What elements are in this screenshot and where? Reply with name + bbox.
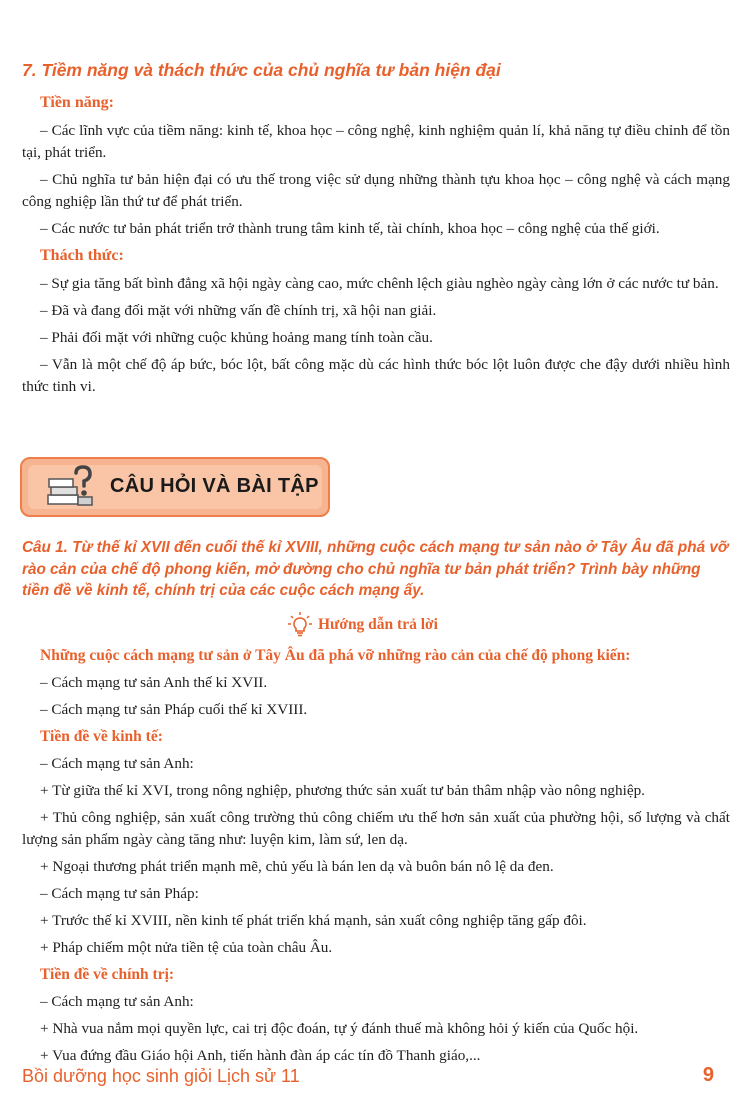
question-1: Câu 1. Từ thế kỉ XVII đến cuối thế kỉ XVIII, những cuộc cách mạng tư sản nào ở Tây Âu đã phá vỡ rào cản của chế độ phong kiến, mở đường cho chủ nghĩa tư bản phát triển? Trình bày những tiền đề về kinh tế, chính trị của các cuộc cách mạng ấy.: [22, 539, 729, 599]
section-title: 7. Tiềm năng và thách thức của chủ nghĩa tư bản hiện đại: [22, 60, 501, 80]
challenge-heading: Thách thức:: [40, 247, 124, 264]
paragraph: + Nhà vua nắm mọi quyền lực, cai trị độc đoán, tự ý đánh thuế mà không hỏi ý kiến của Quốc hội.: [40, 1020, 639, 1037]
answer-block: [22, 645, 730, 1072]
paragraph: – Các nước tư bản phát triển trở thành trung tâm kinh tế, tài chính, khoa học – công nghệ của thế giới.: [40, 220, 660, 237]
paragraph: + Từ giữa thế kỉ XVI, trong nông nghiệp, phương thức sản xuất tư bản thâm nhập vào nông nghiệp.: [40, 782, 645, 799]
answer-guide: [288, 611, 438, 639]
paragraph: + Ngoại thương phát triển mạnh mẽ, chủ yếu là bán len dạ và buôn bán nô lệ da đen.: [40, 858, 554, 875]
paragraph: – Cách mạng tư sản Anh:: [40, 993, 194, 1010]
economic-heading: Tiền đề về kinh tế:: [40, 728, 163, 745]
paragraph: – Các lĩnh vực của tiềm năng: kinh tế, khoa học – công nghệ, kinh nghiệm quản lí, khả năng tự điều chỉnh để tồn tại, phát triển.: [22, 122, 730, 161]
paragraph: – Cách mạng tư sản Anh:: [40, 755, 194, 772]
exercise-banner: [20, 457, 330, 517]
paragraph: – Chủ nghĩa tư bản hiện đại có ưu thế trong việc sử dụng những thành tựu khoa học – công nghệ và cách mạng công nghiệp lần thứ tư để phát triển.: [22, 171, 730, 210]
potential-block: [22, 92, 730, 403]
political-heading: Tiền đề về chính trị:: [40, 966, 175, 983]
paragraph: – Cách mạng tư sản Anh thế kỉ XVII.: [40, 674, 268, 691]
paragraph: – Sự gia tăng bất bình đẳng xã hội ngày càng cao, mức chênh lệch giàu nghèo ngày càng lớn ở các nước tư bản.: [40, 275, 719, 292]
page-number: 9: [702, 1064, 714, 1086]
paragraph: + Thủ công nghiệp, sản xuất công trường thủ công chiếm ưu thế hơn sản xuất của phường hội, số lượng và chất lượng sản phẩm ngày càng tăng như: luyện kim, làm sứ, len dạ.: [22, 809, 730, 848]
paragraph: – Cách mạng tư sản Pháp cuối thế kỉ XVIII.: [40, 701, 308, 718]
lightbulb-icon: [288, 611, 312, 639]
guide-label: Hướng dẫn trả lời: [318, 616, 438, 633]
potential-heading: Tiền năng:: [40, 94, 114, 111]
paragraph: + Trước thế kỉ XVIII, nền kinh tế phát triển khá mạnh, sản xuất công nghiệp tăng gấp đôi.: [40, 912, 587, 929]
revolutions-heading: Những cuộc cách mạng tư sản ở Tây Âu đã phá vỡ những rào cản của chế độ phong kiến:: [40, 647, 631, 664]
paragraph: – Vẫn là một chế độ áp bức, bóc lột, bất công mặc dù các hình thức bóc lột luôn được che đậy dưới nhiều hình thức tinh vi.: [22, 356, 730, 395]
paragraph: – Cách mạng tư sản Pháp:: [40, 885, 199, 902]
footer-book-title: Bồi dưỡng học sinh giỏi Lịch sử 11: [22, 1066, 300, 1086]
paragraph: – Phải đối mặt với những cuộc khủng hoảng mang tính toàn cầu.: [40, 329, 433, 346]
paragraph: – Đã và đang đối mặt với những vấn đề chính trị, xã hội nan giải.: [40, 302, 437, 319]
banner-label: CÂU HỎI VÀ BÀI TẬP: [110, 475, 319, 497]
paragraph: + Vua đứng đầu Giáo hội Anh, tiến hành đàn áp các tín đồ Thanh giáo,...: [40, 1047, 481, 1064]
paragraph: + Pháp chiếm một nửa tiền tệ của toàn châu Âu.: [40, 939, 333, 956]
books-question-icon: [46, 465, 94, 509]
